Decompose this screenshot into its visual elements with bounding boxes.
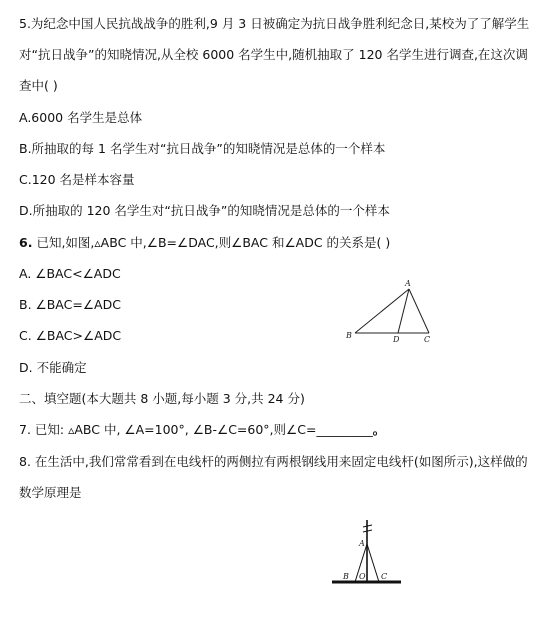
- q8-line-2: 数学原理是: [19, 485, 82, 500]
- q5-option-d: D.所抽取的 120 名学生对“抗日战争”的知晓情况是总体的一个样本: [19, 203, 390, 218]
- q6-number: 6.: [19, 235, 33, 250]
- q7-line: [19, 422, 385, 438]
- pole-figure: [328, 518, 404, 590]
- q6-option-b: B. ∠BAC=∠ADC: [19, 297, 121, 312]
- q6-stem: 已知,如图,▵ABC 中,∠B=∠DAC,则∠BAC 和∠ADC 的关系是( ): [36, 235, 391, 250]
- q5-option-c: C.120 名是样本容量: [19, 172, 135, 187]
- q5-line-2: 对“抗日战争”的知晓情况,从全校 6000 名学生中,随机抽取了 120 名学生进行调查,在这次调: [19, 47, 528, 62]
- label-a: A: [405, 279, 411, 288]
- q5-option-b: B.所抽取的每 1 名学生对“抗日战争”的知晓情况是总体的一个样本: [19, 141, 386, 156]
- q5-line-1: 5.为纪念中国人民抗战战争的胜利,9 月 3 日被确定为抗日战争胜利纪念日,某校为了了解学生: [19, 16, 530, 31]
- segment-ad: [398, 289, 409, 333]
- q7-end: 。: [372, 422, 386, 437]
- wire-ac: [367, 544, 379, 582]
- q8-line-1: 8. 在生活中,我们常常看到在电线杆的两侧拉有两根钢线用来固定电线杆(如图所示),这样做的: [19, 454, 528, 469]
- label-b: B: [346, 331, 352, 340]
- triangle-figure: [340, 276, 440, 348]
- pole-label-o: O: [359, 572, 366, 581]
- segment-ac: [409, 289, 429, 333]
- q7-text: 7. 已知: ▵ABC 中, ∠A=100°, ∠B-∠C=60°,则∠C=: [19, 422, 317, 437]
- q6-option-a: A. ∠BAC<∠ADC: [19, 266, 121, 281]
- pole-label-c: C: [381, 572, 388, 581]
- segment-ab: [355, 289, 409, 333]
- q5-line-3: 查中( ): [19, 78, 58, 93]
- section-heading: 二、填空题(本大题共 8 小题,每小题 3 分,共 24 分): [19, 391, 305, 406]
- q5-option-a: A.6000 名学生是总体: [19, 110, 143, 125]
- q6-option-c: C. ∠BAC>∠ADC: [19, 328, 122, 343]
- q6-option-d: D. 不能确定: [19, 360, 87, 375]
- label-d: D: [393, 335, 400, 344]
- q6-stem-line: [19, 235, 390, 251]
- pole-label-a: A: [359, 539, 365, 548]
- pole-label-b: B: [343, 572, 349, 581]
- label-c: C: [424, 335, 431, 344]
- q7-blank: _________: [316, 422, 373, 437]
